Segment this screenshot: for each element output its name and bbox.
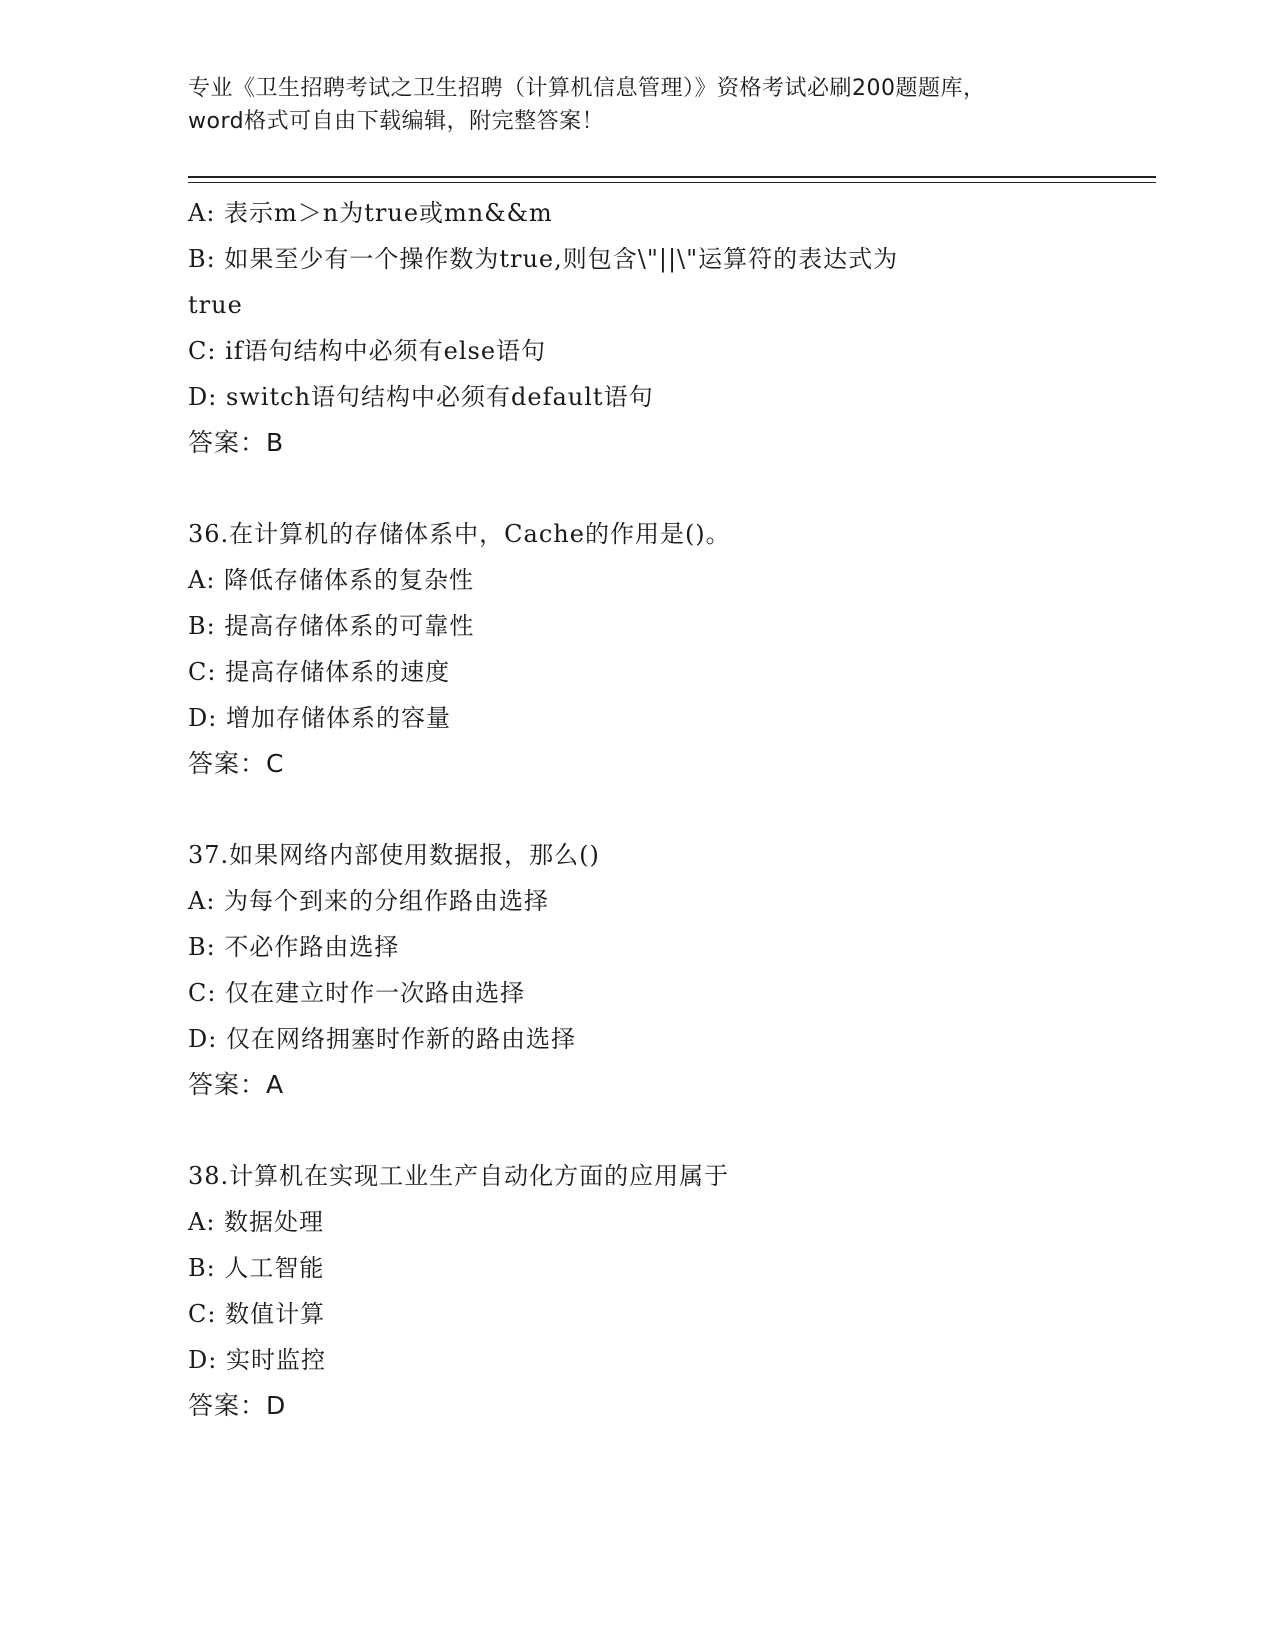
q35-option-d: D: switch语句结构中必须有default语句 [188, 383, 654, 411]
header-line-2: word格式可自由下载编辑，附完整答案！ [188, 109, 605, 134]
q38-option-c: C: 数值计算 [188, 1300, 326, 1328]
question-38-block [188, 1153, 1118, 1429]
q36-option-a: A: 降低存储体系的复杂性 [188, 566, 475, 594]
q37-option-d: D: 仅在网络拥塞时作新的路由选择 [188, 1025, 576, 1053]
q37-question: 37.如果网络内部使用数据报，那么() [188, 841, 600, 869]
document-header [188, 72, 1088, 138]
question-37-block [188, 832, 1118, 1108]
q35-option-b-line-2: true [188, 291, 243, 319]
q37-option-a: A: 为每个到来的分组作路由选择 [188, 887, 550, 915]
spacer [188, 787, 1118, 832]
spacer [188, 1108, 1118, 1153]
q38-question: 38.计算机在实现工业生产自动化方面的应用属于 [188, 1162, 730, 1190]
q37-answer: 答案：A [188, 1070, 285, 1099]
header-rule-thick [188, 176, 1156, 178]
header-line-1: 专业《卫生招聘考试之卫生招聘（计算机信息管理）》资格考试必刷200题题库， [188, 76, 986, 101]
q35-option-a: A: 表示m＞n为true或mn&&m [188, 199, 553, 227]
q35-option-b-line-1: B: 如果至少有一个操作数为true,则包含\"||\"运算符的表达式为 [188, 245, 899, 273]
q36-option-b: B: 提高存储体系的可靠性 [188, 612, 475, 640]
q38-option-a: A: 数据处理 [188, 1208, 325, 1236]
q38-answer: 答案：D [188, 1391, 287, 1420]
q36-answer: 答案：C [188, 749, 285, 778]
question-35-block [188, 190, 1118, 466]
header-rule-thin [188, 182, 1156, 183]
q36-option-c: C: 提高存储体系的速度 [188, 658, 451, 686]
question-36-block [188, 511, 1118, 787]
q35-answer: 答案：B [188, 428, 285, 457]
q38-option-b: B: 人工智能 [188, 1254, 325, 1282]
q37-option-c: C: 仅在建立时作一次路由选择 [188, 979, 526, 1007]
q36-option-d: D: 增加存储体系的容量 [188, 704, 451, 732]
spacer [188, 466, 1118, 511]
q38-option-d: D: 实时监控 [188, 1346, 326, 1374]
q37-option-b: B: 不必作路由选择 [188, 933, 400, 961]
q35-option-c: C: if语句结构中必须有else语句 [188, 337, 547, 365]
q36-question: 36.在计算机的存储体系中，Cache的作用是()。 [188, 520, 731, 548]
question-list [188, 190, 1118, 1429]
